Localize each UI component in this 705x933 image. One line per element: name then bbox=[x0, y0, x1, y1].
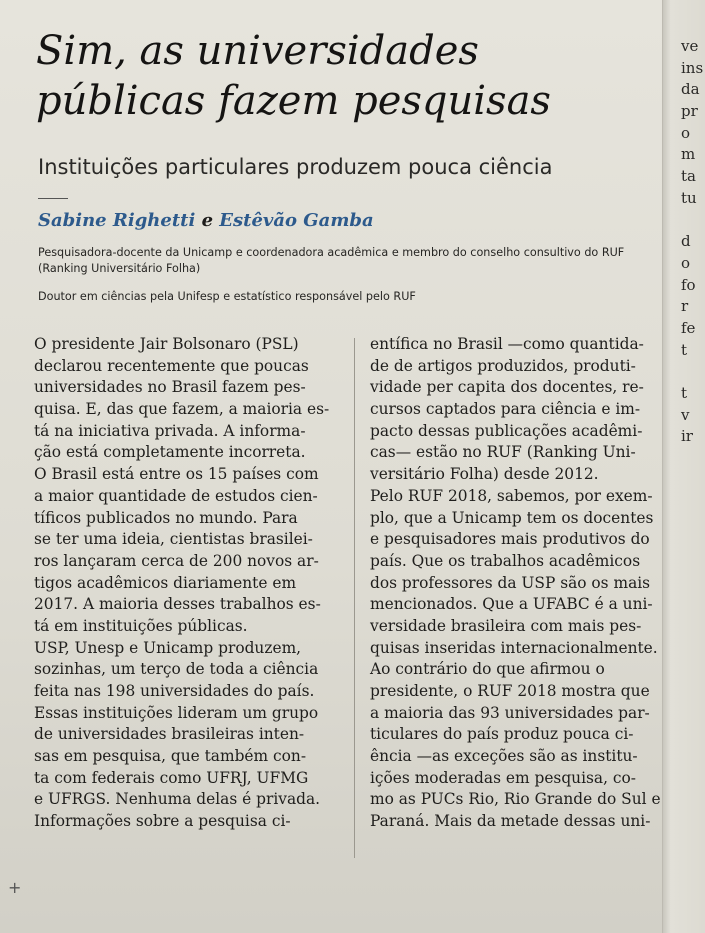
fragment-line: tu bbox=[681, 188, 697, 207]
fragment-line: d bbox=[681, 232, 691, 251]
article-line: país. Que os trabalhos acadêmicos bbox=[370, 551, 641, 570]
article-line: declarou recentemente que poucas bbox=[34, 356, 309, 375]
author-bio-1: Pesquisadora-docente da Unicamp e coordenadora acadêmica e membro do conselho consultivo do RUF (Ranking Universitário Folha) bbox=[38, 246, 625, 275]
article-line: tá em instituições públicas. bbox=[34, 616, 248, 635]
article-line: a maior quantidade de estudos cien- bbox=[34, 486, 318, 505]
article-line: O presidente Jair Bolsonaro (PSL) bbox=[34, 335, 299, 353]
article-line: USP, Unesp e Unicamp produzem, bbox=[34, 638, 302, 657]
article-line: Informações sobre a pesquisa ci- bbox=[34, 812, 291, 831]
fragment-line bbox=[681, 210, 705, 232]
headline bbox=[36, 26, 656, 126]
article-line: entífica no Brasil —como quantida- bbox=[370, 335, 644, 353]
fragment-line: t bbox=[681, 384, 688, 402]
article-line: mencionados. Que a UFABC é a uni- bbox=[370, 595, 653, 614]
headline-line-1: Sim, as universidades bbox=[36, 28, 479, 74]
fragment-line bbox=[681, 361, 705, 383]
article-line: quisa. E, das que fazem, a maioria es- bbox=[34, 400, 330, 419]
author-2: Estêvão Gamba bbox=[219, 210, 374, 231]
fragment-line: o bbox=[681, 253, 691, 272]
article-line: sozinhas, um terço de toda a ciência bbox=[34, 660, 319, 679]
fragment-line: ta bbox=[681, 167, 696, 186]
article-line: ção está completamente incorreta. bbox=[34, 443, 306, 462]
article-line: ições moderadas em pesquisa, co- bbox=[370, 768, 636, 787]
article-line: cursos captados para ciência e im- bbox=[370, 400, 641, 419]
article-line: universidades no Brasil fazem pes- bbox=[34, 378, 306, 397]
fragment-line: da bbox=[681, 80, 700, 99]
fragment-line: r bbox=[681, 297, 689, 316]
author-1: Sabine Righetti bbox=[38, 210, 196, 231]
article-line: ticulares do país produz pouca ci- bbox=[370, 725, 634, 744]
article-line: ros lançaram cerca de 200 novos ar- bbox=[34, 551, 319, 570]
article-line: plo, que a Unicamp tem os docentes bbox=[370, 508, 654, 527]
fragment-line: t bbox=[681, 340, 688, 359]
article-column-2 bbox=[370, 334, 660, 833]
registration-mark-icon: + bbox=[8, 878, 22, 897]
article-line: Ao contrário do que afirmou o bbox=[370, 660, 605, 679]
fragment-line: ve bbox=[681, 37, 699, 55]
article-line: cas— estão no RUF (Ranking Uni- bbox=[370, 443, 636, 462]
fragment-line: ins bbox=[681, 58, 704, 77]
fragment-line: v bbox=[681, 405, 690, 424]
article-line: pacto dessas publicações acadêmi- bbox=[370, 421, 643, 440]
article-line: vidade per capita dos docentes, re- bbox=[370, 378, 644, 397]
article-line: ência —as exceções são as institu- bbox=[370, 747, 638, 766]
article-line: se ter uma ideia, cientistas brasilei- bbox=[34, 530, 313, 549]
article-line: tigos acadêmicos diariamente em bbox=[34, 573, 297, 592]
article-line: Essas instituições lideram um grupo bbox=[34, 703, 319, 722]
article-line: a maioria das 93 universidades par- bbox=[370, 703, 650, 722]
article-line: versitário Folha) desde 2012. bbox=[370, 465, 599, 484]
author-bio-2: Doutor em ciências pela Unifesp e estatístico responsável pelo RUF bbox=[38, 290, 416, 303]
article-line: versidade brasileira com mais pes- bbox=[370, 616, 642, 635]
column-divider bbox=[354, 338, 355, 858]
byline-divider bbox=[38, 198, 68, 199]
subheadline: Instituições particulares produzem pouca ciência bbox=[38, 155, 553, 179]
fragment-line: m bbox=[681, 145, 696, 164]
author-separator: e bbox=[201, 210, 214, 231]
article-line: Pelo RUF 2018, sabemos, por exem- bbox=[370, 486, 653, 505]
byline bbox=[38, 210, 374, 231]
article-line: O Brasil está entre os 15 países com bbox=[34, 465, 319, 484]
article-line: e UFRGS. Nenhuma delas é privada. bbox=[34, 790, 321, 809]
article-line: de universidades brasileiras inten- bbox=[34, 725, 305, 744]
fragment-line: pr bbox=[681, 102, 698, 121]
article-line: mo as PUCs Rio, Rio Grande do Sul e bbox=[370, 790, 661, 809]
article-line: quisas inseridas internacionalmente. bbox=[370, 638, 658, 657]
article-line: tá na iniciativa privada. A informa- bbox=[34, 421, 306, 440]
article-line: 2017. A maioria desses trabalhos es- bbox=[34, 595, 321, 614]
article-column-1 bbox=[34, 334, 339, 833]
article-line: tíficos publicados no mundo. Para bbox=[34, 508, 298, 527]
fragment-line: o bbox=[681, 123, 691, 142]
adjacent-column-fragment bbox=[681, 36, 705, 448]
article-line: sas em pesquisa, que também con- bbox=[34, 747, 307, 766]
article-line: dos professores da USP são os mais bbox=[370, 573, 651, 592]
article-line: de de artigos produzidos, produti- bbox=[370, 356, 636, 375]
fragment-line: ir bbox=[681, 427, 693, 446]
fragment-line: fe bbox=[681, 318, 696, 337]
article-line: Paraná. Mais da metade dessas uni- bbox=[370, 812, 651, 831]
article-line: presidente, o RUF 2018 mostra que bbox=[370, 682, 650, 700]
article-line: e pesquisadores mais produtivos do bbox=[370, 530, 650, 549]
headline-line-2: públicas fazem pesquisas bbox=[36, 78, 551, 124]
fragment-line: fo bbox=[681, 275, 696, 294]
article-line: ta com federais como UFRJ, UFMG bbox=[34, 768, 309, 787]
article-line: feita nas 198 universidades do país. bbox=[34, 682, 315, 700]
